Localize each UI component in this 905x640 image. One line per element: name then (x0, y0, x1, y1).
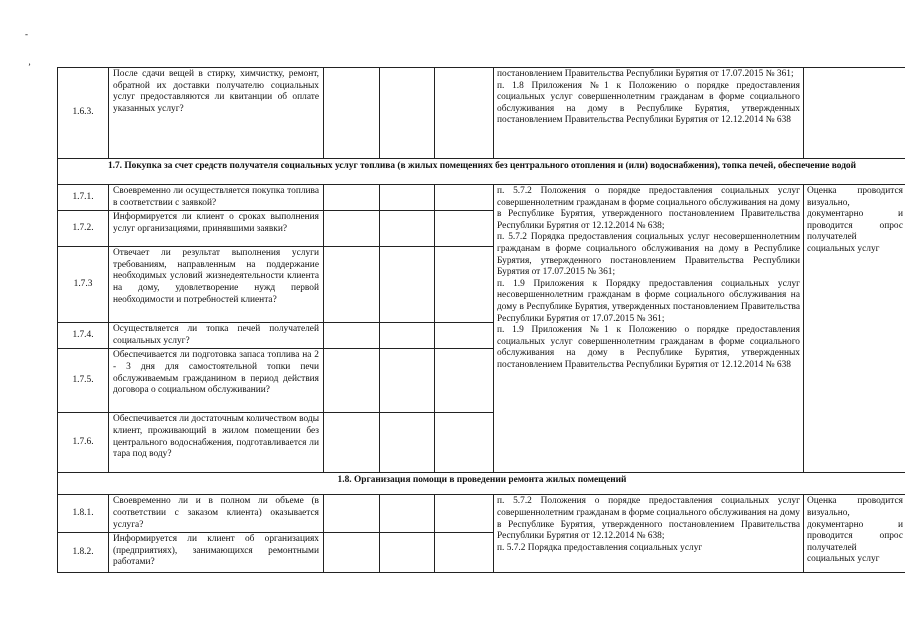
row-number: 1.7.1. (58, 185, 109, 211)
empty-cell (380, 533, 435, 573)
assessment-table (57, 67, 905, 573)
section-header-row (58, 159, 905, 185)
page-dash-mark: - (25, 29, 28, 39)
empty-cell (380, 247, 435, 323)
empty-cell (324, 247, 380, 323)
empty-cell (380, 495, 435, 533)
empty-cell (435, 185, 494, 211)
section-title: 1.7. Покупка за счет средств получателя социальных услуг топлива (в жилых помещениях без центрального отопления и (или) водоснабжения), топка печей, обеспечение водой (58, 159, 905, 185)
empty-cell (380, 211, 435, 247)
table-row (58, 495, 905, 533)
empty-cell (804, 68, 905, 159)
row-number: 1.6.3. (58, 68, 109, 159)
section-title: 1.8. Организация помощи в проведении ремонта жилых помещений (58, 473, 905, 495)
empty-cell (324, 68, 380, 159)
table-row (58, 68, 905, 159)
empty-cell (380, 413, 435, 473)
row-number: 1.7.6. (58, 413, 109, 473)
empty-cell (324, 533, 380, 573)
question-cell: Обеспечивается ли достаточным количеством воды клиент, проживающий в жилом помещении без центрального водоснабжения, подготавливается ли тара под воду? (109, 413, 324, 473)
empty-cell (324, 413, 380, 473)
assessment-method-cell: Оценка проводится визуально, документарно и проводится опрос получателей социальных услуг (804, 495, 905, 573)
empty-cell (324, 323, 380, 349)
row-number: 1.7.4. (58, 323, 109, 349)
section-header-row (58, 473, 905, 495)
empty-cell (324, 349, 380, 413)
empty-cell (435, 247, 494, 323)
empty-cell (435, 349, 494, 413)
empty-cell (435, 211, 494, 247)
row-number: 1.7.5. (58, 349, 109, 413)
empty-cell (435, 323, 494, 349)
row-number: 1.8.1. (58, 495, 109, 533)
question-cell: Обеспечивается ли подготовка запаса топлива на 2 - 3 дня для самостоятельной топки печи обслуживаемым гражданином в период действия договора о социальном обслуживании? (109, 349, 324, 413)
row-number: 1.7.3 (58, 247, 109, 323)
question-cell: Осуществляется ли топка печей получателей социальных услуг? (109, 323, 324, 349)
empty-cell (380, 349, 435, 413)
page-tick-mark: ʼ (28, 62, 31, 72)
empty-cell (380, 68, 435, 159)
legal-basis-cell: п. 5.7.2 Положения о порядке предоставления социальных услуг совершеннолетним гражданам в форме социального обслуживания на дому в Республике Бурятия, утвержденного постановлением Правительства Республики Бурятия от 12.12.2014 № 638; п. 5.7.2 Порядка предоставления социальных услуг несовершеннолетним гражданам в форме социального обслуживания на дому в Республике Бурятия, утвержденного постановлением Правительства Республики Бурятия от 17.07.2015 № 361; п. 1.9 Приложения к Порядку предоставления социальных услуг несовершеннолетним гражданам в форме социального обслуживания на дому в Республике Бурятия, утвержденных постановлением Правительства Республики Бурятия от 17.07.2015 № 361; п. 1.9 Приложения №1 к Положению о порядке предоставления социальных услуг совершеннолетним гражданам в форме социального обслуживания на дому в Республике Бурятия, утвержденных постановлением Правительства Республики Бурятия от 12.12.2014 № 638 (497, 186, 800, 370)
empty-cell (435, 533, 494, 573)
empty-cell (324, 495, 380, 533)
question-cell: Информируется ли клиент о сроках выполнения услуг организациями, принявшими заявки? (109, 211, 324, 247)
empty-cell (435, 413, 494, 473)
empty-cell (435, 68, 494, 159)
empty-cell (324, 211, 380, 247)
row-number: 1.7.2. (58, 211, 109, 247)
empty-cell (380, 185, 435, 211)
table-row (58, 185, 905, 211)
assessment-method-cell: Оценка проводится визуально, документарно и проводится опрос получателей социальных услуг (804, 185, 905, 473)
row-number: 1.8.2. (58, 533, 109, 573)
question-cell: Своевременно ли осуществляется покупка топлива в соответствии с заявкой? (109, 185, 324, 211)
question-cell: Информируется ли клиент об организациях (предприятиях), занимающихся ремонтными работами? (109, 533, 324, 573)
question-cell: После сдачи вещей в стирку, химчистку, ремонт, обратной их доставки получателю социальных услуг предоставляются ли квитанции об оплате указанных услуг? (109, 68, 324, 159)
legal-basis-cell: постановлением Правительства Республики Бурятия от 17.07.2015 № 361; п. 1.8 Приложения №1 к Положению о порядке предоставления социальных услуг совершеннолетним гражданам в форме социального обслуживания на дому в Республике Бурятия, утвержденных постановлением Правительства Республики Бурятия от 12.12.2014 № 638 (497, 69, 800, 126)
empty-cell (380, 323, 435, 349)
question-cell: Отвечает ли результат выполнения услуги требованиям, направленным на поддержание необходимых условий жизнедеятельности клиента на дому, удовлетворение нужд первой необходимости и потребностей клиента? (109, 247, 324, 323)
empty-cell (324, 185, 380, 211)
empty-cell (435, 495, 494, 533)
legal-basis-cell: п. 5.7.2 Положения о порядке предоставления социальных услуг совершеннолетним гражданам в форме социального обслуживания на дому в Республике Бурятия, утвержденного постановлением Правительства Республики Бурятия от 12.12.2014 № 638; п. 5.7.2 Порядка предоставления социальных услуг (497, 496, 800, 553)
question-cell: Своевременно ли и в полном ли объеме (в соответствии с заказом клиента) оказывается услуга? (109, 495, 324, 533)
